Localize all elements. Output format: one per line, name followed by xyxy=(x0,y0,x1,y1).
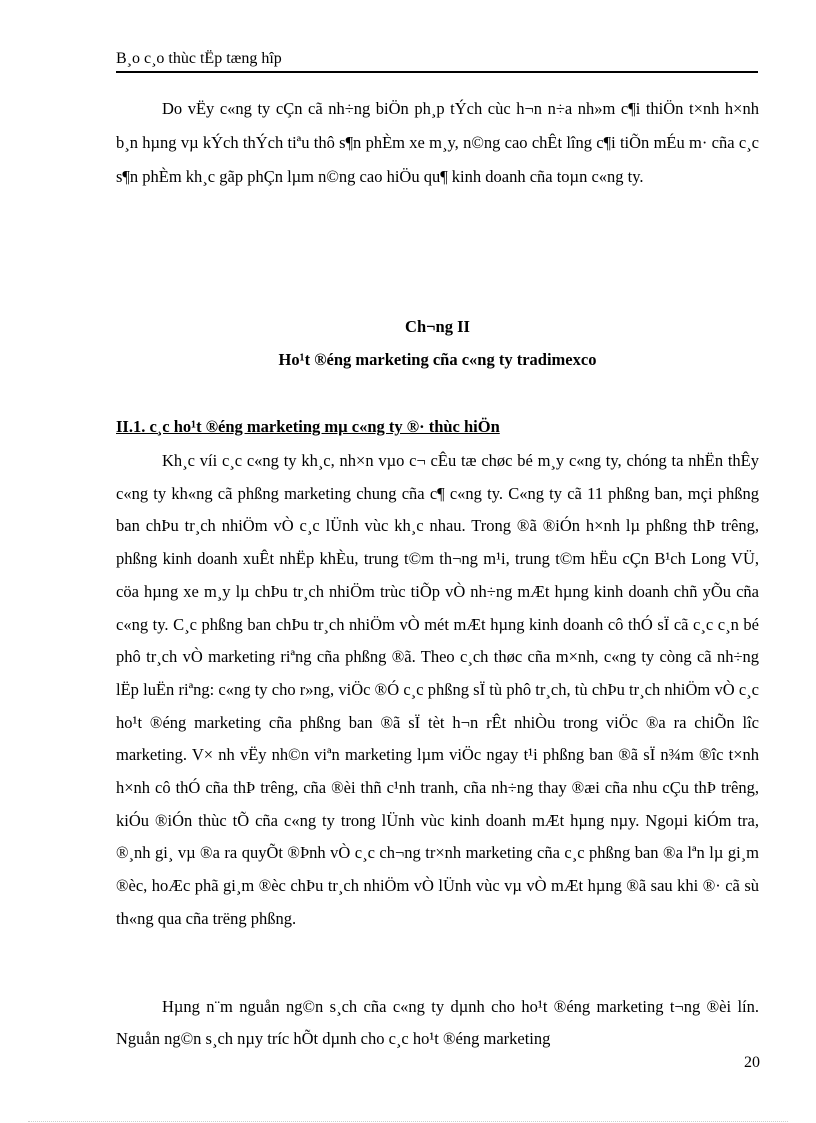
paragraph-intro: Do vËy c«ng ty cÇn cã nh÷ng biÖn ph¸p tÝch cùc h¬n n÷a nh»m c¶i thiÖn t×nh h×nh b¸n hµng vµ kÝch thÝch tiªu thô s¶n phÈm xe m¸y, n©ng cao chÊt lîng c¶i tiÕn mÉu m· cña c¸c s¶n phÈm kh¸c gãp phÇn lµm n©ng cao hiÖu qu¶ kinh doanh cña toµn c«ng ty. xyxy=(116,99,759,186)
page-number: 20 xyxy=(744,1054,760,1071)
section-heading: II.1. c¸c ho¹t ®éng marketing mµ c«ng ty ®· thùc hiÖn xyxy=(116,417,500,436)
chapter-number: Ch¬ng II xyxy=(405,317,470,336)
paragraph-main: Kh¸c víi c¸c c«ng ty kh¸c, nh×n vµo c¬ cÊu tæ chøc bé m¸y c«ng ty, chóng ta nhËn thÊy c«ng ty kh«ng cã phßng marketing chung cña c¶ c«ng ty. C«ng ty cã 11 phßng ban, mçi phßng ban chÞu tr¸ch nhiÖm vÒ c¸c lÜnh vùc kh¸c nhau. Trong ®ã ®iÓn h×nh lµ phßng thÞ trêng, phßng kinh doanh xuÊt nhËp khÈu, trung t©m th¬ng m¹i, trung t©m hËu cÇn B¹ch Long VÜ, cöa hµng xe m¸y lµ chÞu tr¸ch nhiÖm trùc tiÕp vÒ nh÷ng mÆt hµng kinh doanh chñ yÕu cña c«ng ty. C¸c phßng ban chÞu tr¸ch nhiÖm vÒ mét mÆt hµng kinh doanh cô thÓ sÏ cã c¸c c¸n bé phô tr¸ch vÒ marketing riªng cña phßng ®ã. Theo c¸ch thøc cña m×nh, c«ng ty còng cã nh÷ng lËp luËn riªng: c«ng ty cho r»ng, viÖc ®Ó c¸c phßng sÏ tù phô tr¸ch, tù chÞu tr¸ch nhiÖm vÒ c¸c ho¹t ®éng marketing cña phßng ban ®ã sÏ tèt h¬n rÊt nhiÒu trong viÖc ®a ra chiÕn lîc marketing. V× nh vËy nh©n viªn marketing lµm viÖc ngay t¹i phßng ban ®ã sÏ n¾m ®îc t×nh h×nh cô thÓ cña thÞ trêng, cña ®èi thñ c¹nh tranh, cña nh÷ng thay ®æi cña nhu cÇu thÞ trêng, kiÓu ®iÓn thùc tÕ cña c«ng ty trong lÜnh vùc kinh doanh mÆt hµng nµy. Ngoµi kiÓm tra, ®¸nh gi¸ vµ ®a ra quyÕt ®Þnh vÒ c¸c ch¬ng tr×nh marketing cña c¸c phßng ban ®a lªn lµ gi¸m ®èc, hoÆc phã gi¸m ®èc chÞu tr¸ch nhiÖm vÒ lÜnh vùc vµ vÒ mÆt hµng ®ã sau khi ®· cã sù th«ng qua cña trëng phßng. xyxy=(116,451,759,928)
chapter-title: Ho¹t ®éng marketing cña c«ng ty tradimexco xyxy=(278,350,597,369)
paragraph-budget: Hµng n¨m nguån ng©n s¸ch cña c«ng ty dµnh cho ho¹t ®éng marketing t¬ng ®èi lín. Nguån ng©n s¸ch nµy tríc hÕt dµnh cho c¸c ho¹t ®éng marketing xyxy=(116,997,759,1048)
page-header: B¸o c¸o thùc tËp tæng hîp xyxy=(116,48,758,73)
page-bottom-divider xyxy=(28,1121,788,1122)
